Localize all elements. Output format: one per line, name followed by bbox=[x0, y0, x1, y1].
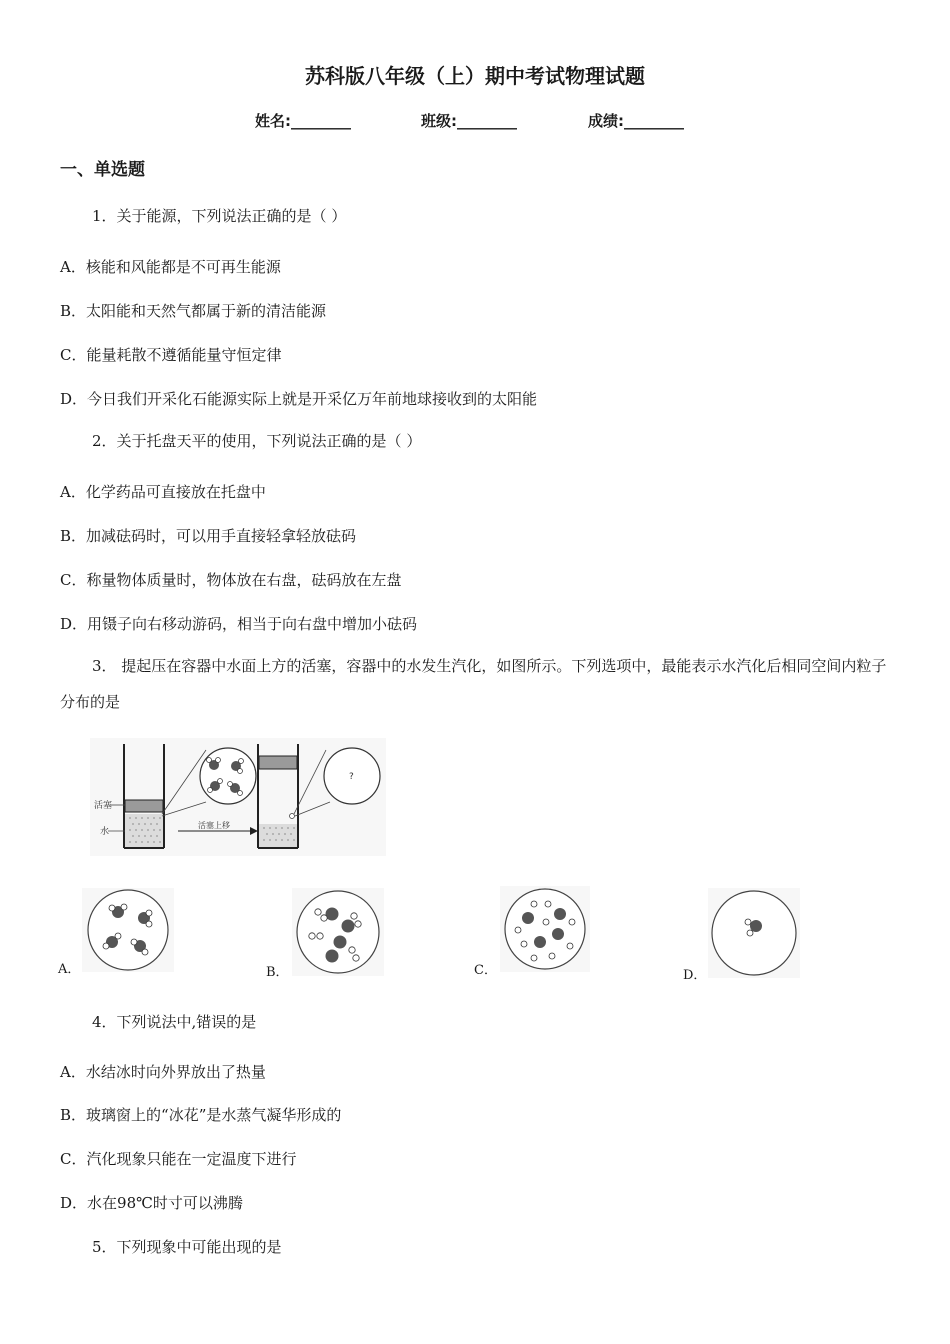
question-2-option-b: B．加减砝码时，可以用手直接轻拿轻放砝码 bbox=[60, 527, 357, 545]
question-1-option-b: B．太阳能和天然气都属于新的清洁能源 bbox=[60, 302, 327, 320]
question-4-option-c: C．汽化现象只能在一定温度下进行 bbox=[60, 1150, 297, 1168]
page-title: 苏科版八年级（上）期中考试物理试题 bbox=[305, 64, 645, 88]
question-2-option-a: A．化学药品可直接放在托盘中 bbox=[60, 483, 266, 501]
question-2-stem: 2．关于托盘天平的使用，下列说法正确的是（ ） bbox=[92, 432, 422, 450]
question-3-option-a-label: A． bbox=[58, 962, 81, 977]
piston-label: 活塞 bbox=[94, 801, 113, 811]
question-mark-label: ? bbox=[349, 772, 354, 782]
question-3-option-a-image bbox=[82, 888, 174, 972]
question-3-option-b-label: B． bbox=[266, 965, 289, 980]
water-label: 水 bbox=[100, 827, 110, 837]
section-heading-single-choice: 一、单选题 bbox=[60, 160, 145, 180]
question-1-stem: 1．关于能源，下列说法正确的是（ ） bbox=[92, 207, 347, 225]
question-4-option-b: B．玻璃窗上的“冰花”是水蒸气凝华形成的 bbox=[60, 1106, 342, 1124]
question-3-option-d-image bbox=[708, 888, 800, 978]
question-4-option-a: A．水结冰时向外界放出了热量 bbox=[60, 1063, 266, 1081]
name-field-label: 姓名:________ bbox=[255, 112, 351, 130]
question-2-option-c: C．称量物体质量时，物体放在右盘，砝码放在左盘 bbox=[60, 571, 402, 589]
question-3-figure bbox=[90, 738, 386, 856]
question-3-option-c-image bbox=[500, 886, 590, 972]
question-3-stem: 3． 提起压在容器中水面上方的活塞，容器中的水发生汽化，如图所示。下列选项中，最能表示水汽化后相同空间内粒子分布的是 bbox=[60, 657, 887, 711]
score-field-label: 成绩:________ bbox=[588, 112, 684, 130]
class-field-label: 班级:________ bbox=[421, 112, 517, 130]
question-5-stem: 5．下列现象中可能出现的是 bbox=[92, 1238, 282, 1256]
question-1-option-d: D．今日我们开采化石能源实际上就是开采亿万年前地球接收到的太阳能 bbox=[60, 390, 538, 408]
question-2-option-d: D．用镊子向右移动游码，相当于向右盘中增加小砝码 bbox=[60, 615, 418, 633]
question-1-option-a: A．核能和风能都是不可再生能源 bbox=[60, 258, 281, 276]
question-3-option-d-label: D． bbox=[683, 968, 707, 983]
question-4-option-d: D．水在98℃时寸可以沸腾 bbox=[60, 1194, 243, 1212]
question-3-option-c-label: C． bbox=[474, 963, 497, 978]
question-3-option-b-image bbox=[292, 888, 384, 976]
question-4-stem: 4．下列说法中,错误的是 bbox=[92, 1013, 257, 1031]
question-1-option-c: C．能量耗散不遵循能量守恒定律 bbox=[60, 346, 282, 364]
arrow-label: 活塞上移 bbox=[198, 821, 230, 830]
